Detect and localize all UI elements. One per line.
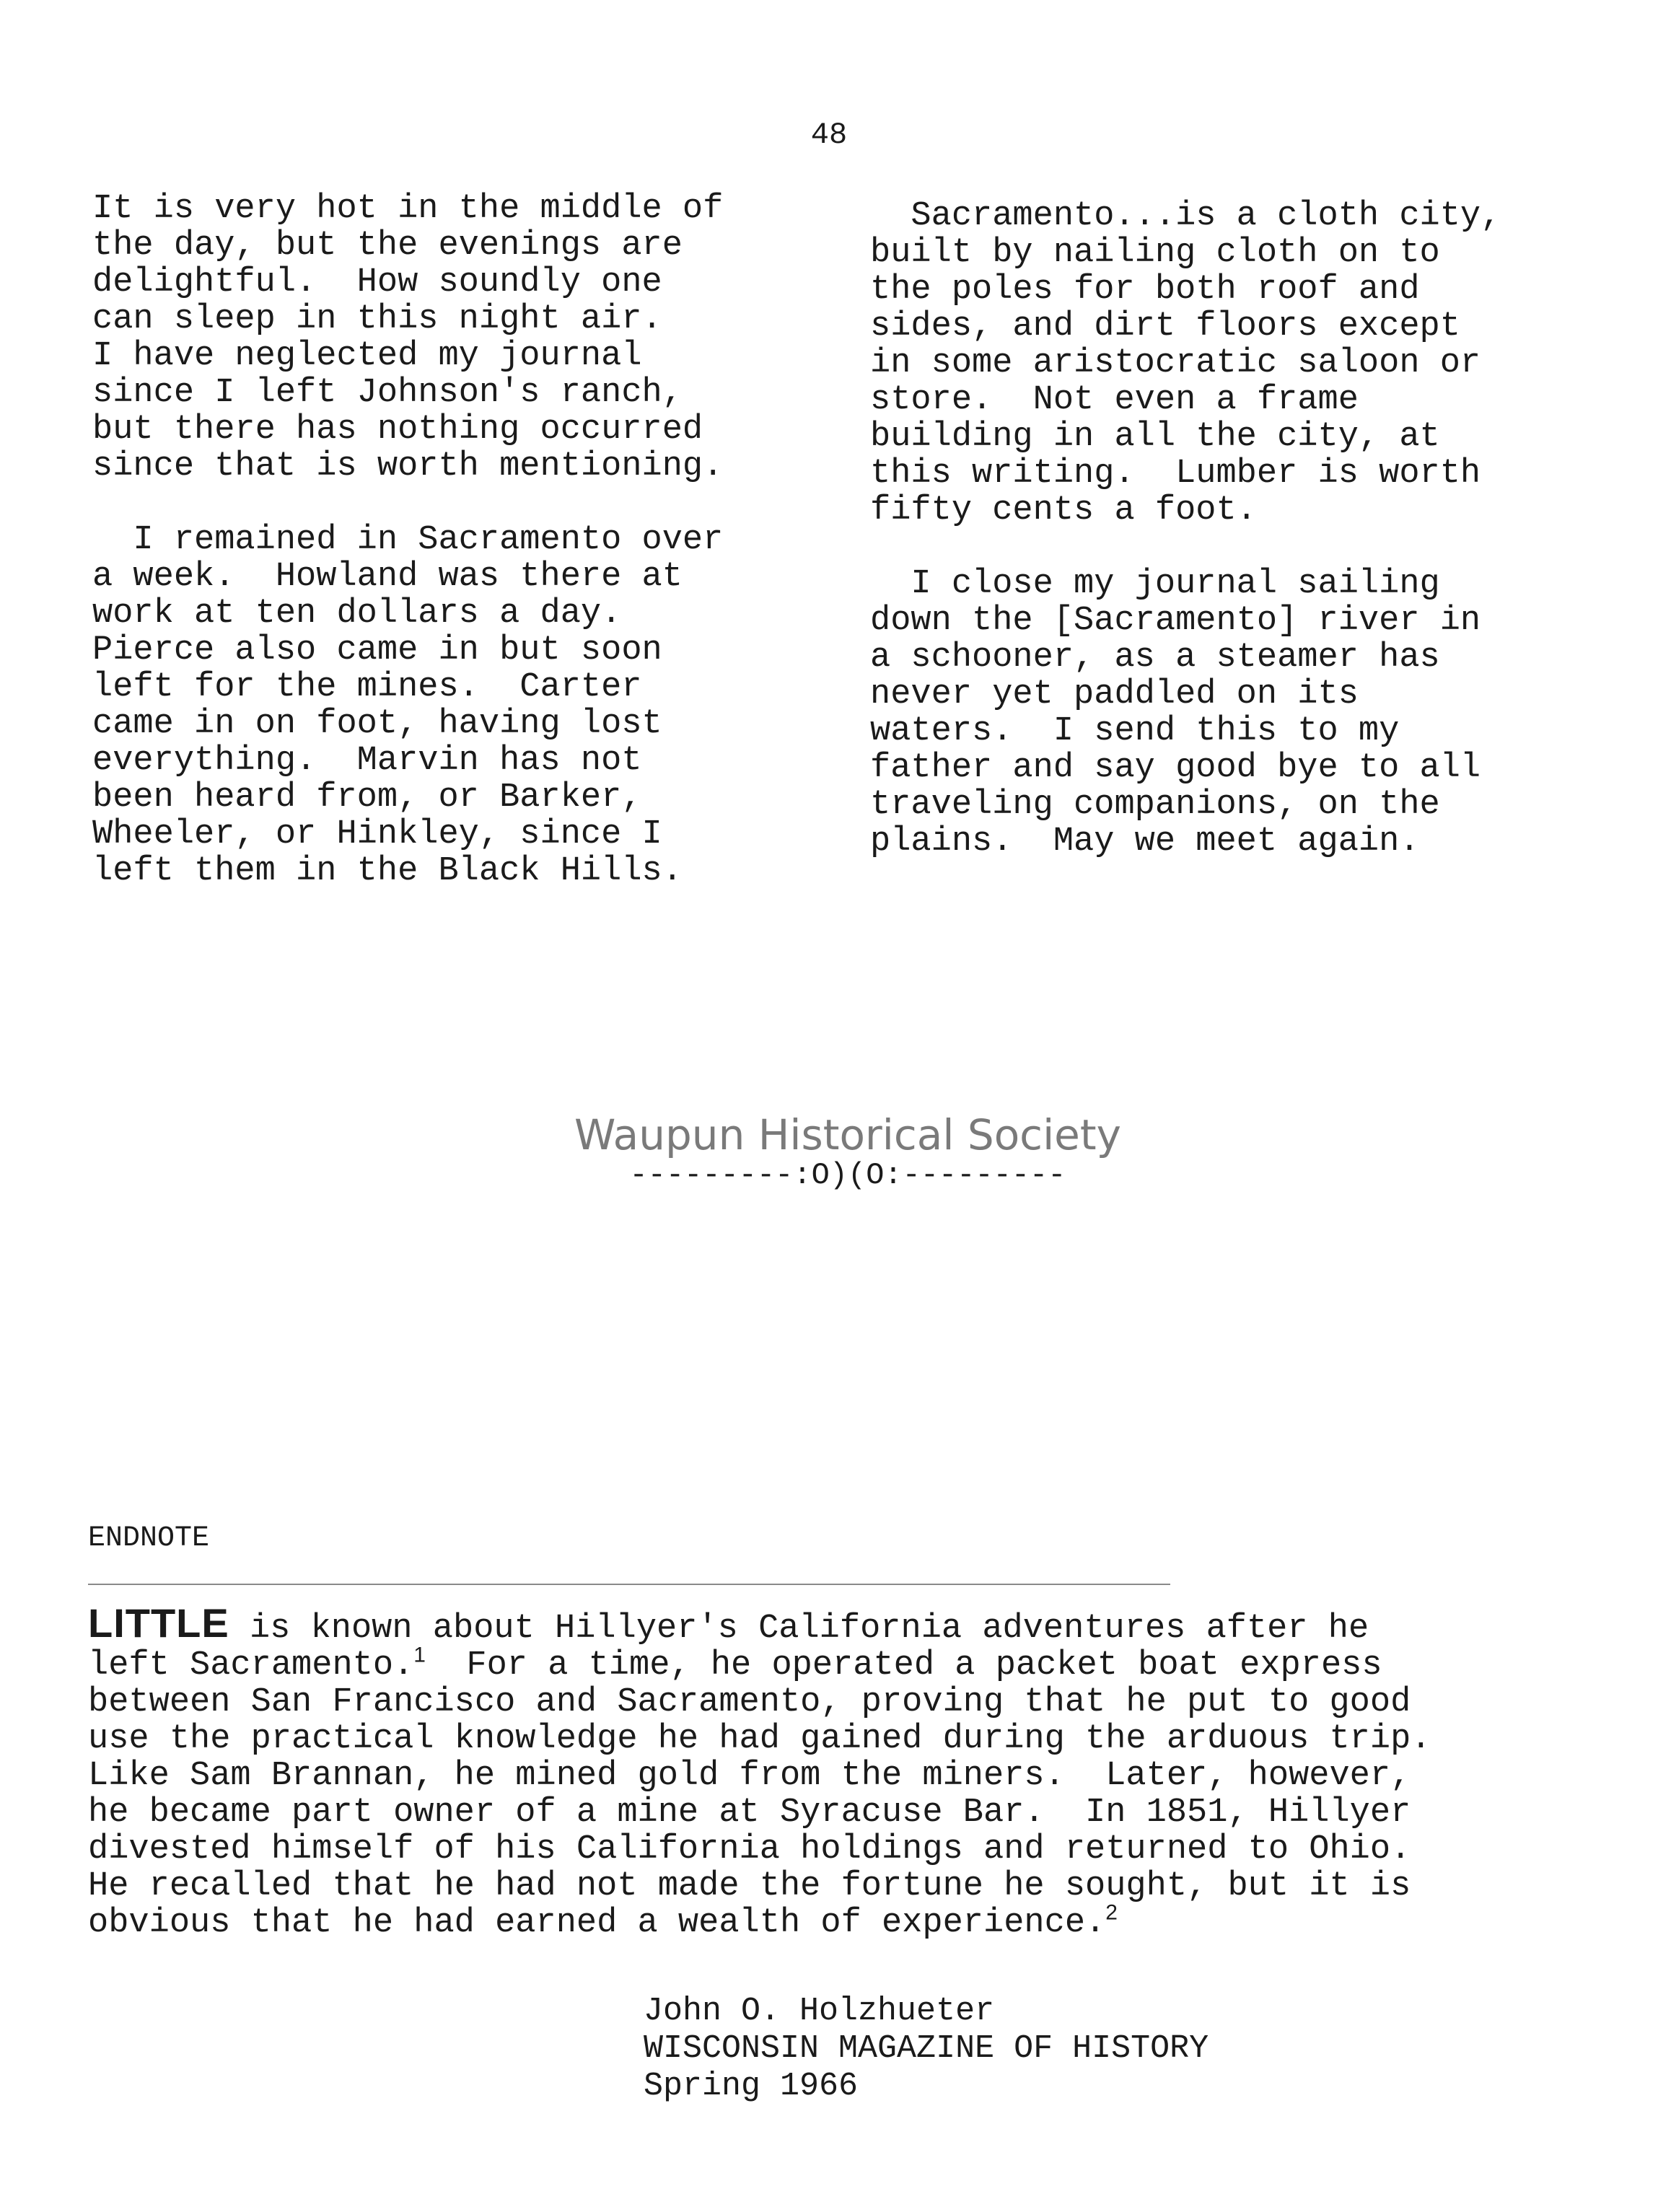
endnote-body — [88, 1600, 1531, 1942]
text-line: down the [Sacramento] river in — [870, 602, 1481, 640]
text-line: work at ten dollars a day. — [92, 594, 622, 633]
author-name: John O. Holzhueter — [644, 1993, 995, 2029]
text-line: fifty cents a foot. — [870, 491, 1257, 530]
text-line: never yet paddled on its — [870, 675, 1359, 714]
left-column — [92, 190, 763, 890]
text-line: everything. Marvin has not — [92, 742, 642, 780]
text-line: the poles for both roof and — [870, 271, 1420, 309]
text-fragment: obvious that he had earned a wealth of experience. — [88, 1904, 1106, 1942]
text-line: It is very hot in the middle of — [92, 190, 724, 228]
endnote-divider — [88, 1584, 1170, 1585]
text-line: he became part owner of a mine at Syracuse Bar. In 1851, Hillyer — [88, 1794, 1411, 1832]
text-line: traveling companions, on the — [870, 786, 1440, 824]
text-fragment: is known about Hillyer's California adventures after he — [229, 1610, 1369, 1648]
text-line: I have neglected my journal — [92, 337, 642, 375]
text-line: a week. Howland was there at — [92, 558, 683, 596]
dropcap-word: LITTLE — [88, 1600, 229, 1646]
publication-title: WISCONSIN MAGAZINE OF HISTORY — [644, 2030, 1209, 2067]
text-line: I close my journal sailing — [870, 565, 1440, 603]
text-line: I remained in Sacramento over — [92, 521, 724, 559]
text-line: left them in the Black Hills. — [92, 852, 683, 890]
text-line: Wheeler, or Hinkley, since I — [92, 815, 662, 853]
text-line: store. Not even a frame — [870, 381, 1359, 419]
text-line: building in all the city, at — [870, 418, 1440, 456]
text-line: came in on foot, having lost — [92, 705, 662, 743]
text-line: since I left Johnson's ranch, — [92, 374, 683, 412]
text-line: built by nailing cloth on to — [870, 234, 1440, 272]
text-line: delightful. How soundly one — [92, 263, 662, 302]
page-number: 48 — [810, 118, 848, 152]
text-line: divested himself of his California holdings and returned to Ohio. — [88, 1830, 1411, 1869]
text-line: since that is worth mentioning. — [92, 447, 724, 486]
text-line — [88, 1600, 1531, 1648]
text-line — [88, 1900, 1531, 1942]
left-paragraph-2 — [92, 522, 763, 890]
text-line: the day, but the evenings are — [92, 227, 683, 265]
text-line: but there has nothing occurred — [92, 411, 703, 449]
watermark: Waupun Historical Society — [574, 1110, 1121, 1159]
text-line: use the practical knowledge he had gained during the arduous trip. — [88, 1720, 1431, 1758]
footnote-marker: 1 — [413, 1643, 426, 1667]
text-line: Pierce also came in but soon — [92, 631, 662, 670]
text-line — [88, 1643, 1531, 1685]
text-line: can sleep in this night air. — [92, 300, 662, 338]
text-line: He recalled that he had not made the fortune he sought, but it is — [88, 1867, 1411, 1905]
text-line: plains. May we meet again. — [870, 822, 1420, 861]
text-line: been heard from, or Barker, — [92, 778, 642, 817]
footnote-marker: 2 — [1105, 1900, 1118, 1925]
right-column — [870, 198, 1541, 860]
text-line: left for the mines. Carter — [92, 668, 642, 706]
text-line: this writing. Lumber is worth — [870, 455, 1481, 493]
section-separator: ---------:O)(O:--------- — [629, 1158, 1066, 1193]
text-line: in some aristocratic saloon or — [870, 344, 1481, 382]
right-paragraph-1 — [870, 198, 1541, 529]
endnote-heading: ENDNOTE — [88, 1522, 210, 1555]
text-fragment: For a time, he operated a packet boat express — [425, 1646, 1382, 1685]
right-paragraph-2 — [870, 566, 1541, 860]
text-fragment: left Sacramento. — [88, 1646, 414, 1685]
text-line: between San Francisco and Sacramento, proving that he put to good — [88, 1683, 1411, 1721]
text-line: waters. I send this to my — [870, 712, 1400, 750]
text-line: Sacramento...is a cloth city, — [870, 197, 1501, 235]
text-line: Like Sam Brannan, he mined gold from the miners. Later, however, — [88, 1757, 1411, 1795]
text-line: father and say good bye to all — [870, 749, 1481, 787]
text-line: sides, and dirt floors except — [870, 307, 1460, 346]
publication-issue: Spring 1966 — [644, 2068, 859, 2105]
attribution — [644, 1993, 1209, 2105]
text-line: a schooner, as a steamer has — [870, 638, 1440, 677]
left-paragraph-1 — [92, 190, 763, 485]
